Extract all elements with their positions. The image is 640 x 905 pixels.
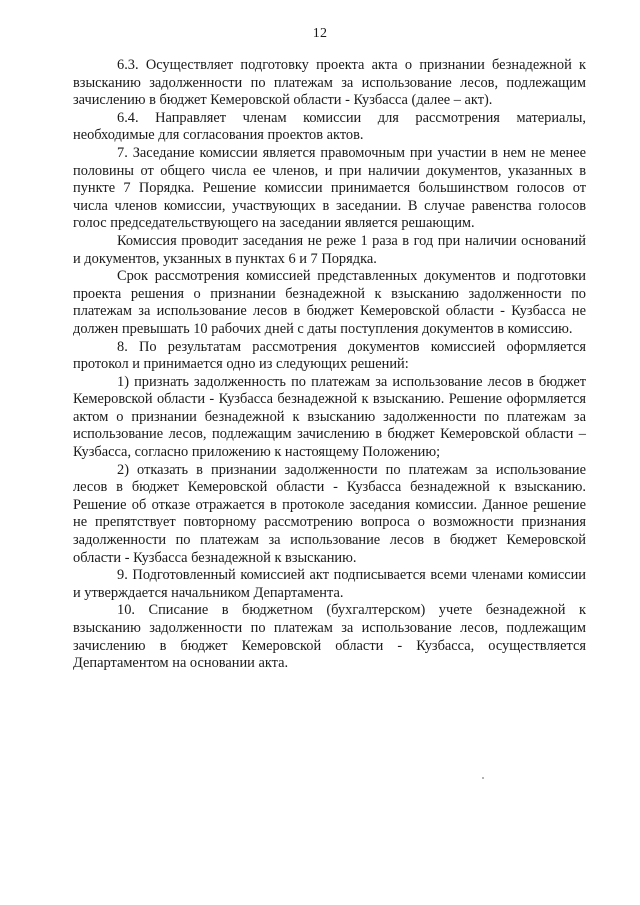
paragraph-review-period: Срок рассмотрения комиссией представленных документов и подготовки проекта решения о признании безнадежной к взысканию задолженности по платежам за использование лесов в бюджет Кемеровской области - Кузбасса не должен превышать 10 рабочих дней с даты поступления документов в комиссию. xyxy=(73,268,586,337)
paragraph-7: 7. Заседание комиссии является правомочным при участии в нем не менее половины от общего числа ее членов, и при наличии документов, указанных в пункте 7 Порядка. Решение комиссии принимается большинством голосов от числа членов комиссии, участвующих в заседании. В случае равенства голосов голос председательствующего на заседании является решающим. xyxy=(73,144,586,232)
document-body xyxy=(73,57,586,673)
paragraph-8-decision-1: 1) признать задолженность по платежам за использование лесов в бюджет Кемеровской области - Кузбасса безнадежной к взысканию. Решение оформляется актом о признании безнадежной к взысканию задолженности по платежам за использование лесов, подлежащим зачислению в бюджет Кемеровской области – Кузбасса, согласно приложению к настоящему Положению; xyxy=(73,373,586,461)
page-number: 12 xyxy=(312,26,328,41)
paragraph-6-4: 6.4. Направляет членам комиссии для рассмотрения материалы, необходимые для согласования проектов актов. xyxy=(73,109,586,144)
paragraph-8: 8. По результатам рассмотрения документов комиссией оформляется протокол и принимается одно из следующих решений: xyxy=(73,338,586,373)
paragraph-10: 10. Списание в бюджетном (бухгалтерском) учете безнадежной к взысканию задолженности по платежам за использование лесов, подлежащим зачислению в бюджет Кемеровской области - Кузбасса, осуществляется Департаментом на основании акта. xyxy=(73,602,586,672)
paragraph-9: 9. Подготовленный комиссией акт подписывается всеми членами комиссии и утверждается начальником Департамента. xyxy=(73,567,586,601)
scan-speck xyxy=(482,777,484,779)
paragraph-6-3: 6.3. Осуществляет подготовку проекта акта о признании безнадежной к взысканию задолженности по платежам за использование лесов, подлежащим зачислению в бюджет Кемеровской области - Кузбасса (далее – акт). xyxy=(73,57,586,109)
paragraph-8-decision-2: 2) отказать в признании задолженности по платежам за использование лесов в бюджет Кемеровской области - Кузбасса безнадежной к взысканию. Решение об отказе отражается в протоколе заседания комиссии. Данное решение не препятствует повторному рассмотрению вопроса о возможности признания задолженности по платежам за использование лесов в бюджет Кемеровской области - Кузбасса безнадежной к взысканию. xyxy=(73,461,586,566)
paragraph-meetings-frequency: Комиссия проводит заседания не реже 1 раза в год при наличии оснований и документов, укзанных в пунктах 6 и 7 Порядка. xyxy=(73,232,586,267)
